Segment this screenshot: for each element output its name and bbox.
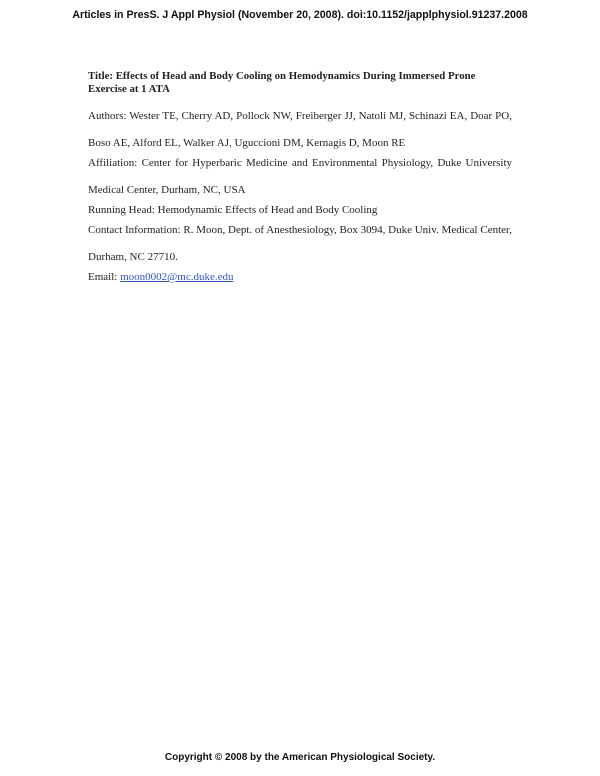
title-page-content bbox=[88, 70, 512, 291]
email-label: Email: bbox=[88, 271, 121, 283]
email-link[interactable]: moon0002@mc.duke.edu bbox=[120, 271, 234, 283]
affiliation: Affiliation: Center for Hyperbaric Medicine and Environmental Physiology, Duke University Medical Center, Durham, NC, USA bbox=[88, 157, 512, 196]
email-line bbox=[88, 264, 512, 291]
journal-header: Articles in PresS. J Appl Physiol (November 20, 2008). doi:10.1152/japplphysiol.91237.2008 bbox=[72, 9, 528, 21]
running-head: Running Head: Hemodynamic Effects of Head and Body Cooling bbox=[88, 204, 378, 216]
contact-information: Contact Information: R. Moon, Dept. of Anesthesiology, Box 3094, Duke Univ. Medical Center, Durham, NC 27710. bbox=[88, 224, 512, 263]
copyright-footer: Copyright © 2008 by the American Physiological Society. bbox=[164, 752, 436, 763]
paper-title: Title: Effects of Head and Body Cooling on Hemodynamics During Immersed Prone Exercise at 1 ATA bbox=[88, 70, 476, 95]
authors: Authors: Wester TE, Cherry AD, Pollock NW, Freiberger JJ, Natoli MJ, Schinazi EA, Doar PO, Boso AE, Alford EL, Walker AJ, Uguccioni DM, Kernagis D, Moon RE bbox=[88, 110, 512, 149]
